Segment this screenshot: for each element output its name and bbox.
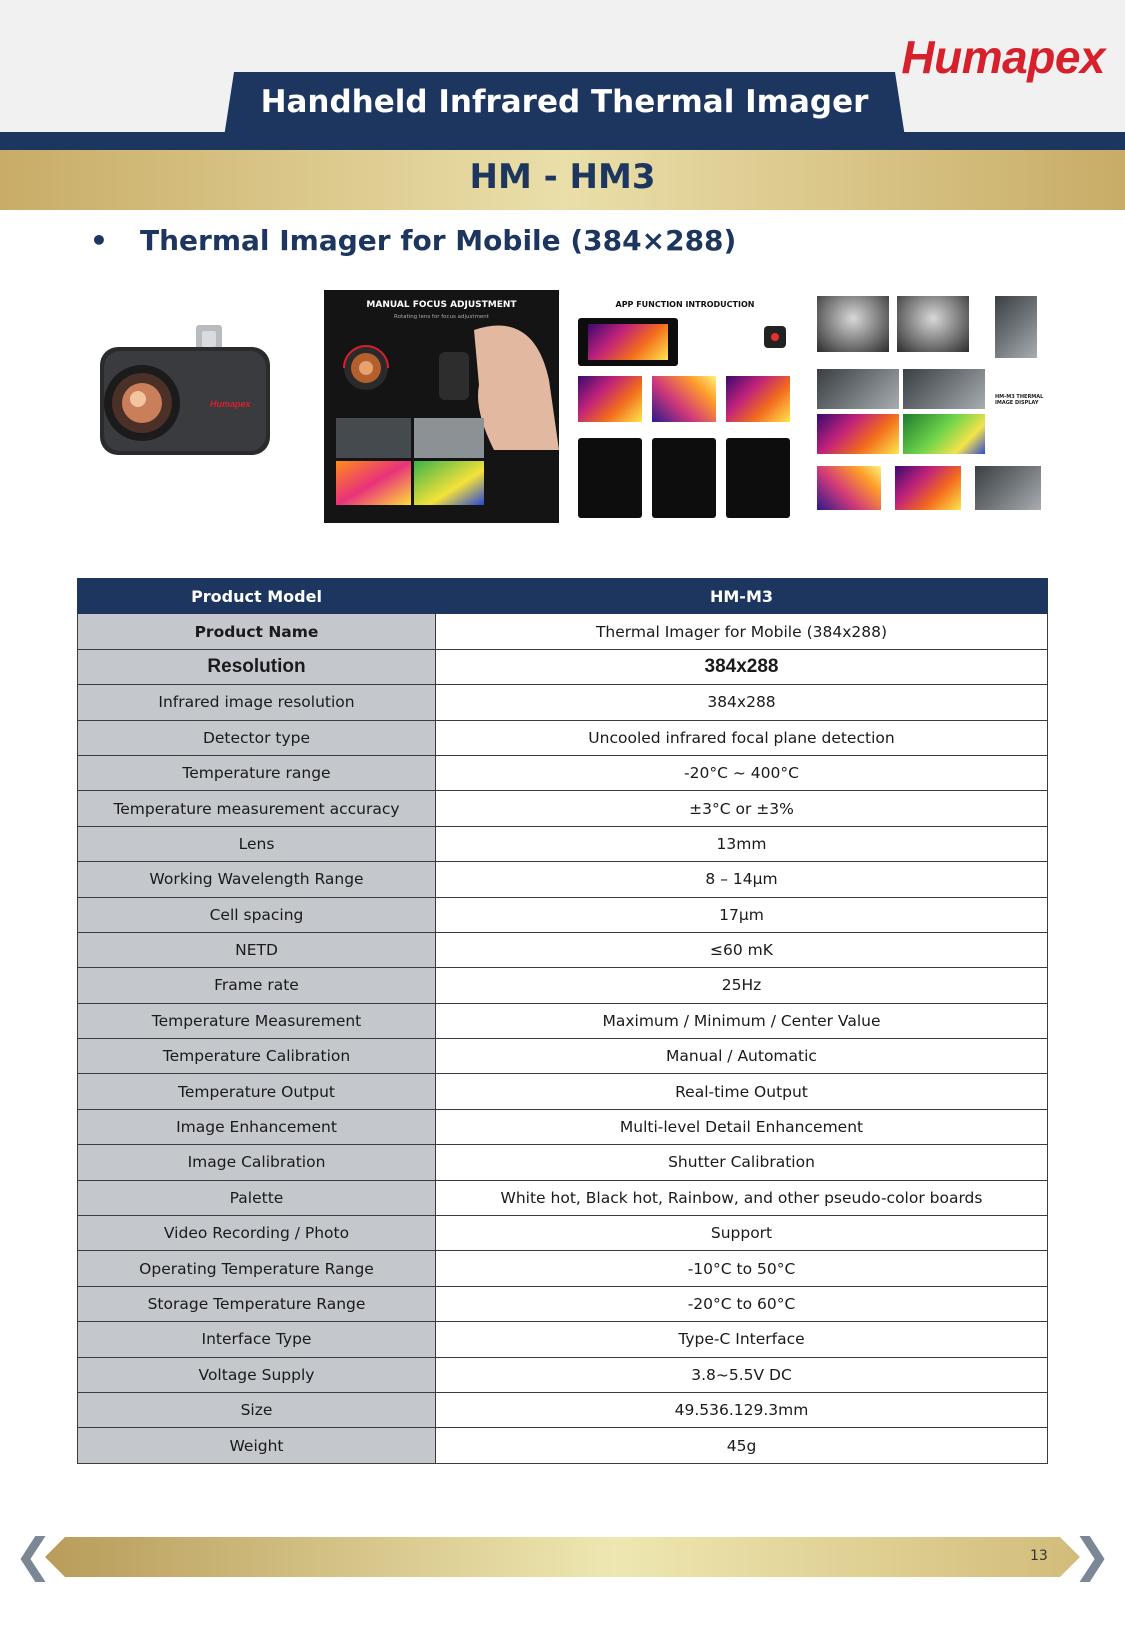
app-screen-2 xyxy=(578,438,642,518)
row-value: Uncooled infrared focal plane detection xyxy=(436,720,1048,755)
table-row xyxy=(78,1145,1048,1180)
footer-bar xyxy=(45,1537,1080,1577)
pcb-sample-2 xyxy=(903,369,985,409)
row-label: Video Recording / Photo xyxy=(78,1216,436,1251)
row-value: Multi-level Detail Enhancement xyxy=(436,1109,1048,1144)
row-label: Weight xyxy=(78,1428,436,1463)
row-label: Image Enhancement xyxy=(78,1109,436,1144)
row-value: 45g xyxy=(436,1428,1048,1463)
row-value: 384x288 xyxy=(436,649,1048,684)
tower-sample xyxy=(995,296,1037,358)
row-label: Product Name xyxy=(78,614,436,649)
device-logo-text: Humapex xyxy=(210,399,251,409)
row-label: Cell spacing xyxy=(78,897,436,932)
row-value: 8 – 14µm xyxy=(436,862,1048,897)
table-row xyxy=(78,1003,1048,1038)
header-label: Product Model xyxy=(78,579,436,614)
row-value: ±3°C or ±3% xyxy=(436,791,1048,826)
gray-sample-1 xyxy=(817,296,889,352)
row-value: Maximum / Minimum / Center Value xyxy=(436,1003,1048,1038)
row-label: Detector type xyxy=(78,720,436,755)
row-value: Real-time Output xyxy=(436,1074,1048,1109)
row-label: NETD xyxy=(78,932,436,967)
row-label: Interface Type xyxy=(78,1322,436,1357)
row-label: Temperature Output xyxy=(78,1074,436,1109)
row-value: 17µm xyxy=(436,897,1048,932)
table-row xyxy=(78,1428,1048,1463)
pcb-sample-1 xyxy=(817,369,899,409)
table-row xyxy=(78,968,1048,1003)
app-function-image xyxy=(574,290,796,523)
row-label: Resolution xyxy=(78,649,436,684)
row-value: 3.8~5.5V DC xyxy=(436,1357,1048,1392)
row-label: Operating Temperature Range xyxy=(78,1251,436,1286)
thermal-pcb-2 xyxy=(903,414,985,454)
table-row xyxy=(78,1286,1048,1321)
table-header-row xyxy=(78,579,1048,614)
table-row xyxy=(78,685,1048,720)
chevron-right-icon[interactable]: ❯ xyxy=(1072,1528,1111,1582)
row-label: Frame rate xyxy=(78,968,436,1003)
subtitle-text: Thermal Imager for Mobile (384×288) xyxy=(140,224,737,257)
row-label: Temperature Calibration xyxy=(78,1039,436,1074)
table-row xyxy=(78,932,1048,967)
model-title: HM - HM3 xyxy=(469,157,656,197)
table-row xyxy=(78,1392,1048,1427)
app-title: APP FUNCTION INTRODUCTION xyxy=(615,300,755,309)
row-label: Temperature range xyxy=(78,755,436,790)
row-value: ≤60 mK xyxy=(436,932,1048,967)
table-row xyxy=(78,897,1048,932)
row-value: 13mm xyxy=(436,826,1048,861)
row-value: White hot, Black hot, Rainbow, and other pseudo-color boards xyxy=(436,1180,1048,1215)
row-value: 384x288 xyxy=(436,685,1048,720)
row-value: 49.536.129.3mm xyxy=(436,1392,1048,1427)
row-value: 25Hz xyxy=(436,968,1048,1003)
app-screen-1 xyxy=(578,318,678,366)
row-label: Image Calibration xyxy=(78,1145,436,1180)
page-title: Handheld Infrared Thermal Imager xyxy=(260,84,869,120)
brand-logo: Humapex xyxy=(901,31,1105,83)
row-label: Working Wavelength Range xyxy=(78,862,436,897)
table-row xyxy=(78,862,1048,897)
thermal-sample-3 xyxy=(726,376,790,422)
row-label: Infrared image resolution xyxy=(78,685,436,720)
header-value: HM-M3 xyxy=(436,579,1048,614)
focus-subtitle: Rotating lens for focus adjustment xyxy=(394,314,489,320)
row-label: Palette xyxy=(78,1180,436,1215)
focus-adjustment-image xyxy=(324,290,559,523)
animal-sample xyxy=(975,466,1041,510)
table-row xyxy=(78,1357,1048,1392)
row-label: Temperature Measurement xyxy=(78,1003,436,1038)
thermal-sample-2 xyxy=(652,376,716,422)
row-value: -20°C ~ 400°C xyxy=(436,755,1048,790)
thermal-sample-5 xyxy=(895,466,961,510)
row-value: -20°C to 60°C xyxy=(436,1286,1048,1321)
thermal-pcb-1 xyxy=(817,414,899,454)
app-screen-4 xyxy=(726,438,790,518)
spec-table xyxy=(77,578,1048,1464)
table-row xyxy=(78,1216,1048,1251)
row-value: Shutter Calibration xyxy=(436,1145,1048,1180)
table-row xyxy=(78,1109,1048,1144)
table-row xyxy=(78,649,1048,684)
table-row xyxy=(78,755,1048,790)
table-row xyxy=(78,720,1048,755)
row-label: Storage Temperature Range xyxy=(78,1286,436,1321)
gray-sample-2 xyxy=(897,296,969,352)
row-value: Manual / Automatic xyxy=(436,1039,1048,1074)
row-value: Type-C Interface xyxy=(436,1322,1048,1357)
chevron-left-icon[interactable]: ❮ xyxy=(14,1528,53,1582)
table-row xyxy=(78,1180,1048,1215)
row-value: Support xyxy=(436,1216,1048,1251)
row-label: Temperature measurement accuracy xyxy=(78,791,436,826)
row-label: Size xyxy=(78,1392,436,1427)
thermal-sample-1 xyxy=(578,376,642,422)
row-value: Thermal Imager for Mobile (384x288) xyxy=(436,614,1048,649)
app-icon xyxy=(764,326,786,348)
app-screen-3 xyxy=(652,438,716,518)
table-row xyxy=(78,826,1048,861)
table-row xyxy=(78,1251,1048,1286)
thermal-sample-4 xyxy=(817,466,881,510)
table-row xyxy=(78,1074,1048,1109)
device-image xyxy=(100,325,270,455)
focus-title: MANUAL FOCUS ADJUSTMENT xyxy=(366,300,517,310)
row-label: Voltage Supply xyxy=(78,1357,436,1392)
grid-label: HM-M3 THERMAL IMAGE DISPLAY xyxy=(995,394,1044,406)
table-row xyxy=(78,614,1048,649)
row-label: Lens xyxy=(78,826,436,861)
bullet: • xyxy=(90,224,108,257)
thermal-display-image xyxy=(815,294,1045,514)
page-number: 13 xyxy=(1030,1548,1048,1564)
table-row xyxy=(78,791,1048,826)
table-row xyxy=(78,1039,1048,1074)
table-row xyxy=(78,1322,1048,1357)
row-value: -10°C to 50°C xyxy=(436,1251,1048,1286)
section-subtitle xyxy=(90,224,736,257)
